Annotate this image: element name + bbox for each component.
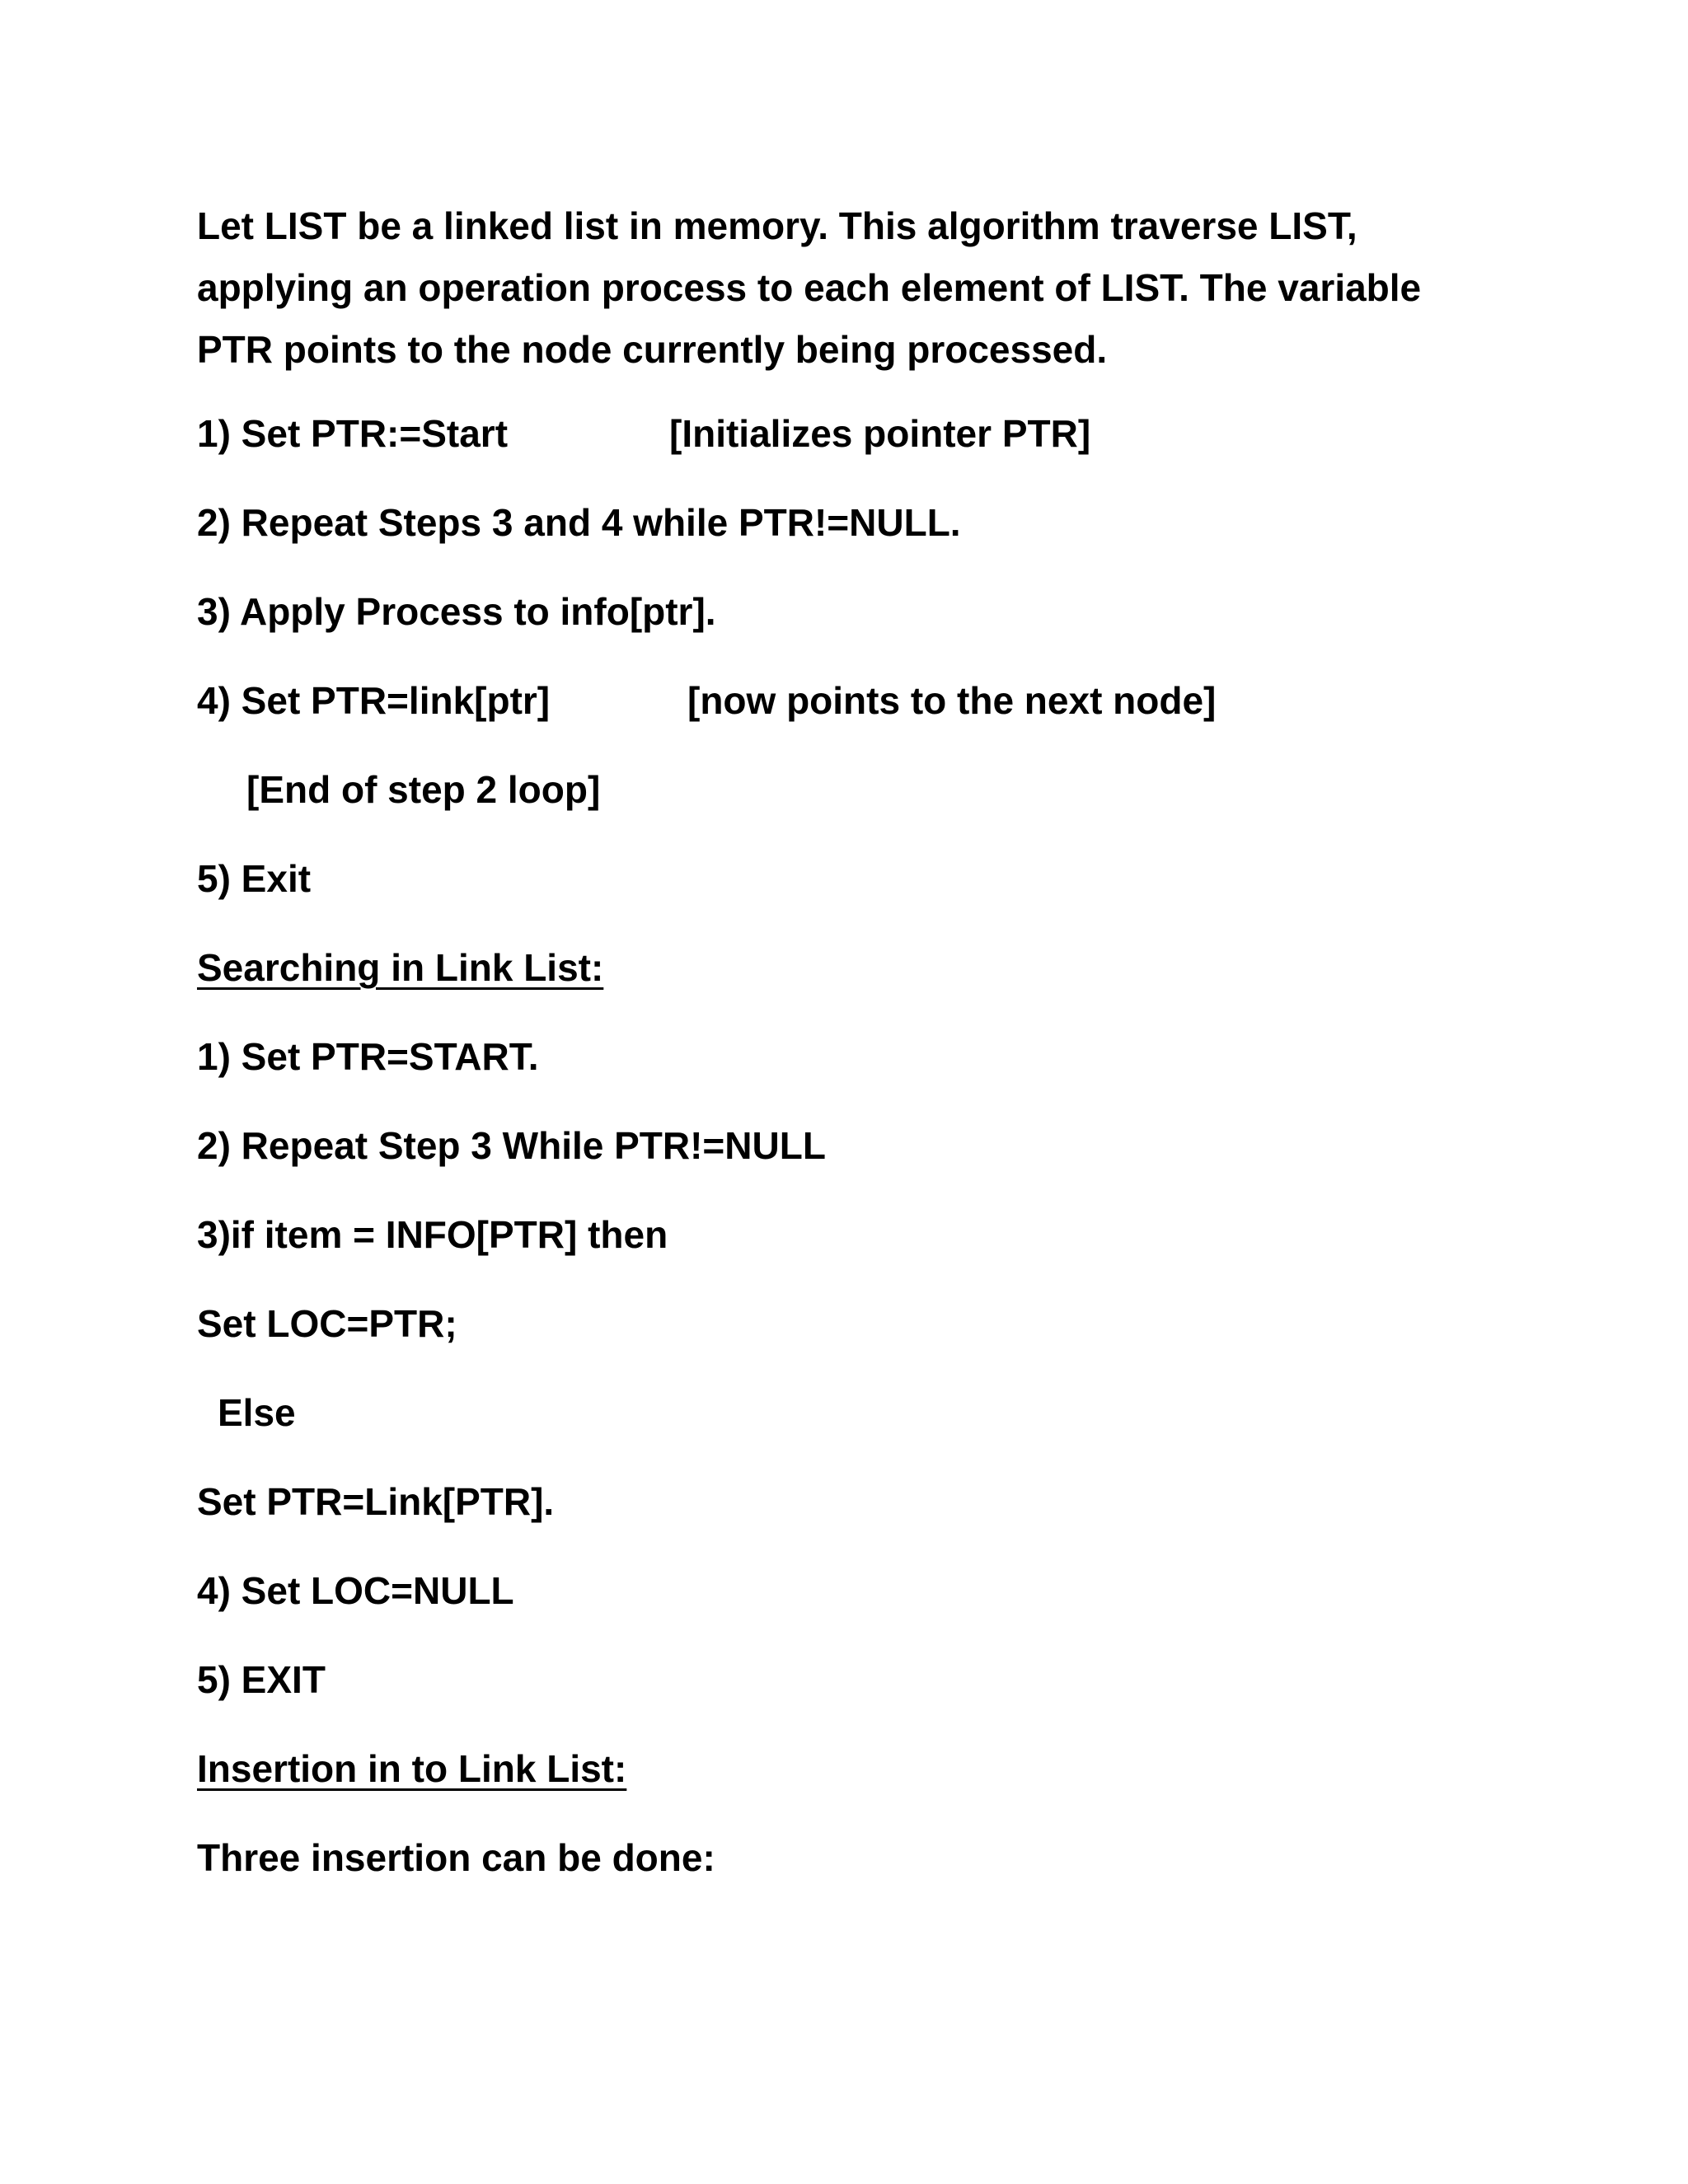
insertion-line: Three insertion can be done: — [197, 1836, 715, 1879]
intro-line: PTR points to the node currently being processed. — [197, 328, 1108, 371]
intro-line: Let LIST be a linked list in memory. This algorithm traverse LIST, — [197, 204, 1357, 247]
traversal-step-2: 2) Repeat Steps 3 and 4 while PTR!=NULL. — [197, 501, 961, 544]
searching-line: Set LOC=PTR; — [197, 1302, 457, 1345]
traversal-step-4-comment: [now points to the next node] — [687, 679, 1217, 722]
traversal-step-1-comment: [Initializes pointer PTR] — [669, 412, 1091, 455]
insertion-heading: Insertion in to Link List: — [197, 1747, 627, 1790]
searching-heading: Searching in Link List: — [197, 946, 604, 989]
traversal-step-4: 4) Set PTR=link[ptr] — [197, 679, 551, 722]
searching-line: 5) EXIT — [197, 1658, 326, 1701]
traversal-step-3: 3) Apply Process to info[ptr]. — [197, 590, 716, 633]
intro-paragraph — [197, 195, 1483, 381]
searching-line: 4) Set LOC=NULL — [197, 1569, 514, 1612]
searching-line: Else — [218, 1391, 296, 1434]
traversal-step-1: 1) Set PTR:=Start — [197, 412, 509, 455]
traversal-step-5: 5) Exit — [197, 857, 312, 900]
searching-line: Set PTR=Link[PTR]. — [197, 1480, 555, 1523]
intro-line: applying an operation process to each element of LIST. The variable — [197, 266, 1422, 309]
searching-line: 3)if item = INFO[PTR] then — [197, 1213, 668, 1256]
searching-line: 1) Set PTR=START. — [197, 1035, 539, 1078]
searching-line: 2) Repeat Step 3 While PTR!=NULL — [197, 1124, 826, 1167]
traversal-loop-end: [End of step 2 loop] — [246, 768, 601, 811]
